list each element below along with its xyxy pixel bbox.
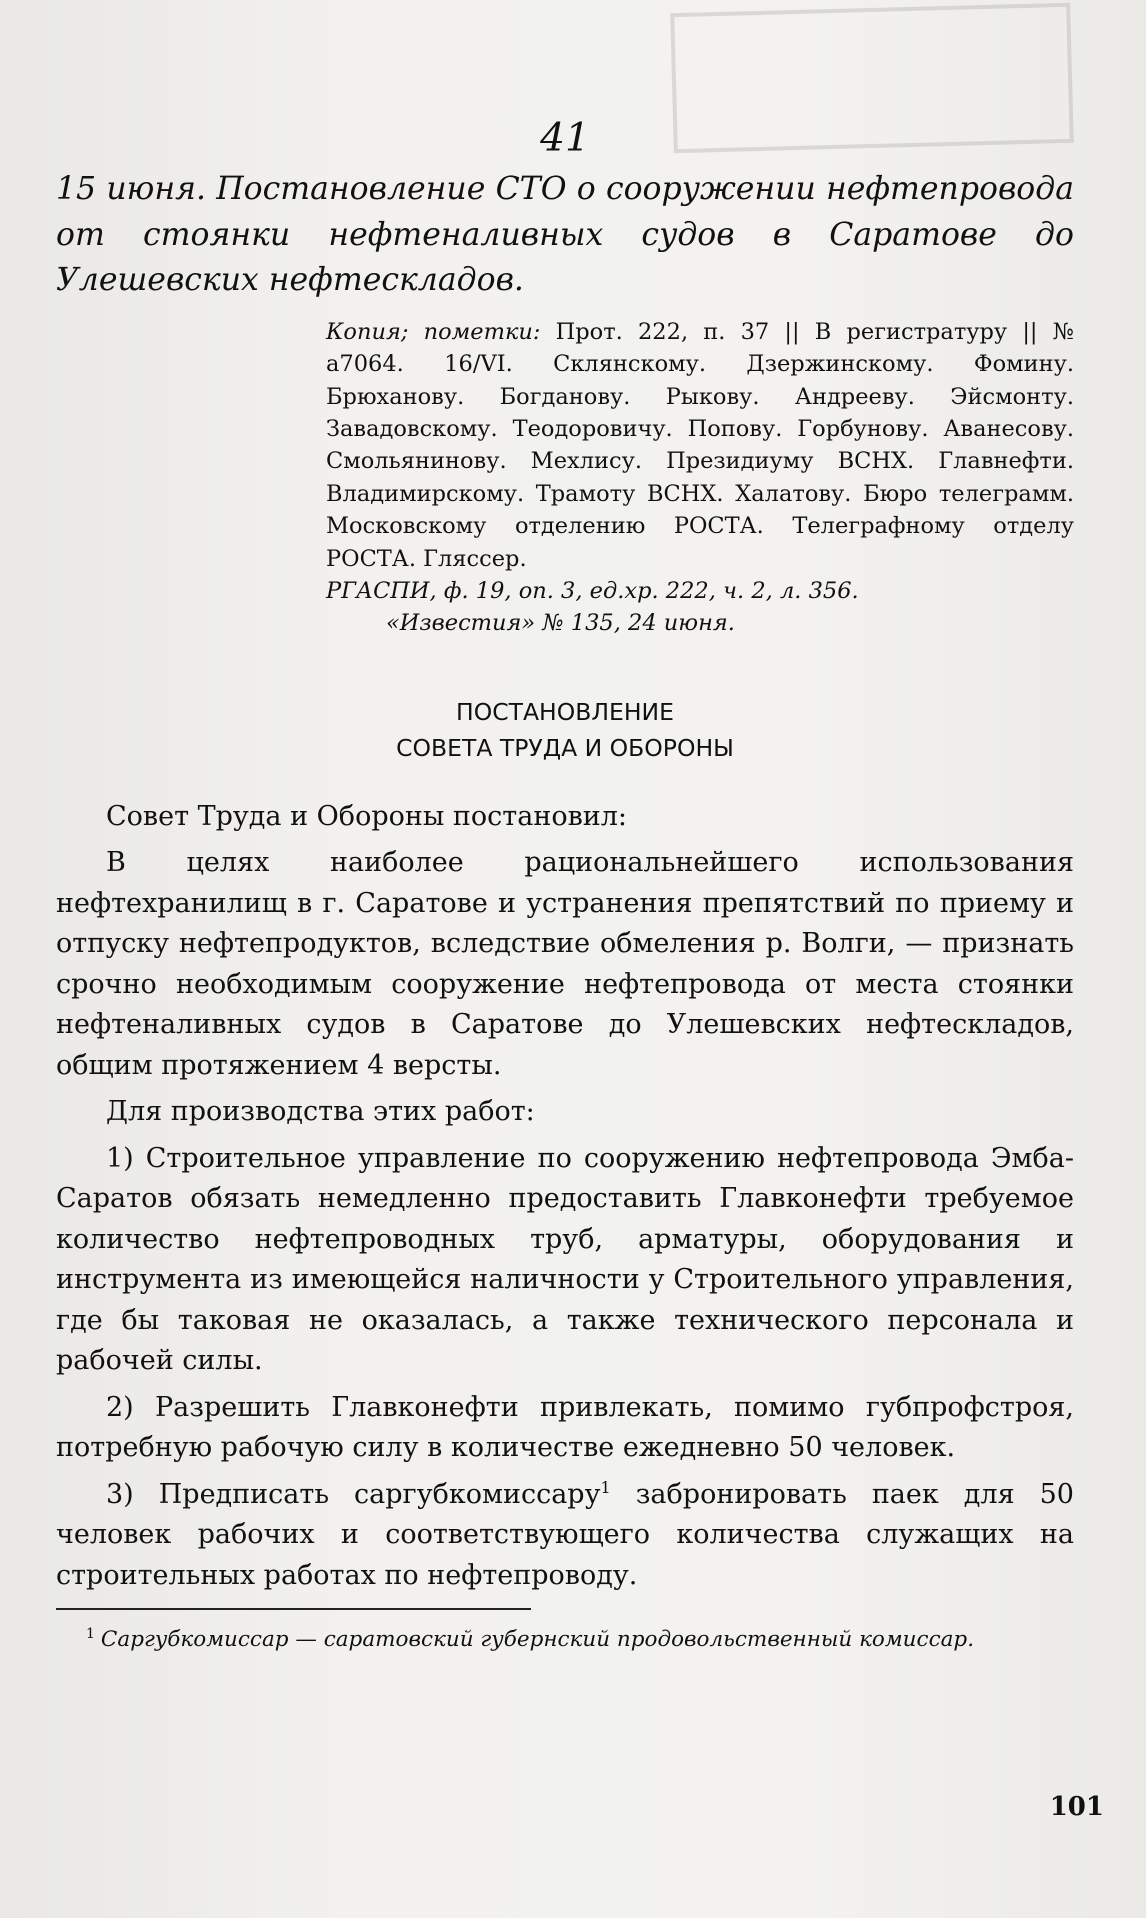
archive-reference: РГАСПИ, ф. 19, оп. 3, ед.хр. 222, ч. 2, л. 356.	[326, 578, 859, 605]
copy-label: Копия; пометки:	[326, 318, 541, 345]
body-paragraph: 1) Строительное управление по сооружению нефтепровода Эмба-Саратов обязать немедленно предоставить Главконефти требуемое количество нефтепроводных труб, арматуры, оборудования и инструмента из имеющейся наличности у Строительного управления, где бы таковая не оказалась, а также технического персонала и рабочей силы.	[56, 1142, 1074, 1377]
footnote-divider	[56, 1608, 531, 1610]
body-paragraph: Совет Труда и Обороны постановил:	[106, 800, 628, 832]
footnote-reference: 1	[600, 1477, 611, 1497]
resolution-heading	[56, 694, 1074, 767]
resolution-body	[56, 797, 1074, 1597]
heading-line-1: ПОСТАНОВЛЕНИЕ	[456, 697, 674, 726]
footnote	[56, 1624, 1074, 1656]
body-text-fragment: забронировать паек для 50 человек рабочих и соответствующего количества служащих на строительных работах по нефтепроводу.	[56, 1478, 1074, 1591]
body-paragraph: Для производства этих работ:	[106, 1096, 535, 1128]
copy-text: Прот. 222, п. 37 || В регистратуру || № а7064. 16/VI. Склянскому. Дзержинскому. Фомину. Брюханову. Богданову. Рыкову. Андрееву. Эйсмонту. Завадовскому. Теодоровичу. Попову. Горбунову. Аванесову. Смольянинову. Мехлису. Президиуму ВСНХ. Главнефти. Владимирскому. Трамоту ВСНХ. Халатову. Бюро телеграмм. Московскому отделению РОСТА. Телеграфному отделу РОСТА. Гляссер.	[326, 318, 1074, 572]
page-number: 101	[1049, 1792, 1104, 1822]
body-paragraph	[56, 1475, 1074, 1597]
document-number: 41	[540, 116, 590, 161]
copy-notes	[326, 316, 1074, 575]
footnote-text: Саргубкомиссар — саратовский губернский продовольственный комиссар.	[100, 1627, 975, 1653]
body-paragraph: В целях наиболее рациональнейшего использования нефтехранилищ в г. Саратове и устранения препятствий по приему и отпуску нефтепродуктов, вследствие обмеления р. Волги, — признать срочно необходимым сооружение нефтепровода от места стоянки нефтеналивных судов в Саратове до Улешевских нефтескладов, общим протяжением 4 версты.	[56, 847, 1074, 1081]
document-title: 15 июня. Постановление СТО о сооружении нефтепровода от стоянки нефтеналивных судов в Саратове до Улешевских нефтескладов.	[56, 170, 1074, 299]
footnote-marker: 1	[86, 1626, 95, 1643]
page-content	[56, 118, 1074, 1657]
body-text-fragment: 3) Предписать саргубкомиссару	[106, 1478, 601, 1510]
body-paragraph: 2) Разрешить Главконефти привлекать, помимо губпрофстроя, потребную рабочую силу в количестве ежедневно 50 человек.	[56, 1391, 1074, 1464]
publication-reference: «Известия» № 135, 24 июня.	[386, 610, 735, 637]
heading-line-2: СОВЕТА ТРУДА И ОБОРОНЫ	[396, 734, 734, 763]
document-metadata	[326, 316, 1074, 640]
